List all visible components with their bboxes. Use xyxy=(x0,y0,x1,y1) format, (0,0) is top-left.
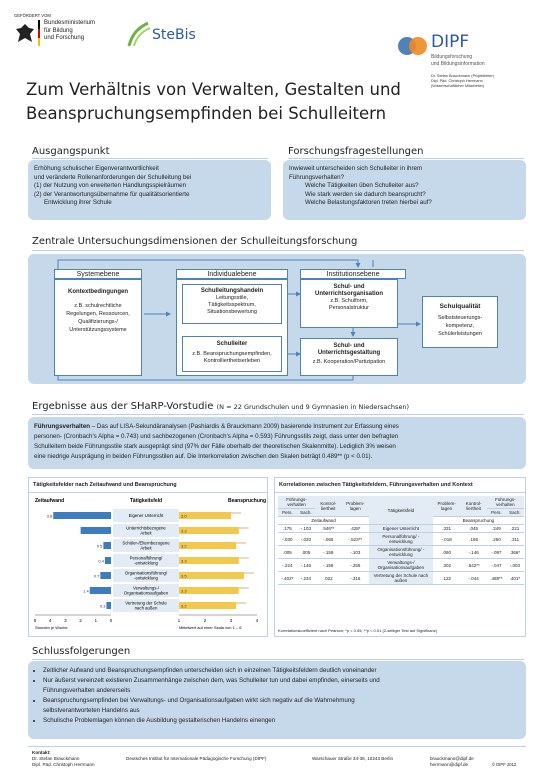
bar-beanspruchung xyxy=(179,572,244,579)
table-row-label: Verwaltungs-/ Organisationsaufgaben xyxy=(369,559,433,572)
dipf-logo-icon xyxy=(398,32,428,65)
table-title: Korrelationen zwischen Tätigkeitsfeldern, Führungsverhalten und Kontext xyxy=(279,482,473,488)
bar-beanspruchung xyxy=(179,587,239,594)
category-label: Unterrichtsbezogene xyxy=(126,525,166,531)
table-row-label: Eigener Unterricht xyxy=(369,525,433,533)
table-cell: -.044 xyxy=(460,572,487,585)
table-cell: .546** xyxy=(315,525,342,533)
category-label: -entwicklung xyxy=(134,575,158,581)
table-row xyxy=(278,525,524,533)
chart-title: Tätigkeitsfelder nach Zeitaufwand und Beanspruchung xyxy=(33,482,177,488)
chart-svg xyxy=(29,494,267,636)
schluss-box xyxy=(28,661,526,739)
table-cell: .331 xyxy=(433,525,460,533)
col-kontroll-left: Kontrol-liertheit xyxy=(315,496,342,517)
bar-zeitaufwand xyxy=(100,572,111,579)
category-label: Arbeit xyxy=(140,530,152,536)
col-sach-right: Sach. xyxy=(506,509,524,517)
left-tick-label: 5 xyxy=(33,618,37,623)
schulleiter-box: Schulleiter z.B. Beanspruchungsempfinden, Kontrolliertheitserleben xyxy=(182,336,282,372)
table-cell: -.159 xyxy=(315,559,342,572)
col-sach-left: Sach. xyxy=(297,509,315,517)
schluss-item-cont: selbstverantworteten Handelns aus xyxy=(43,707,140,714)
table-cell: -.146 xyxy=(460,546,487,559)
col-fuehrung-left: Führungs-verhalten xyxy=(278,496,315,509)
table-cell: -.159 xyxy=(315,546,342,559)
table-cell: .122 xyxy=(433,572,460,585)
bar-label-zeitaufwand: 3.8 xyxy=(46,513,53,519)
category-label: Vertretung der Schule xyxy=(125,600,167,606)
left-tick-label: 4 xyxy=(49,618,52,623)
col-pers-left: Pers. xyxy=(278,509,297,517)
ausgangspunkt-heading: Ausgangspunkt xyxy=(32,146,110,157)
bar-label-zeitaufwand: 1.4 xyxy=(83,588,89,594)
table-note: Korrelationskoeffizient nach Pearson; *p < 0.05; **p < 0.01 (2-seitiger Test auf Signifikanz) xyxy=(278,628,438,633)
table-row xyxy=(278,559,524,572)
schluss-item: • Beanspruchungsempfinden bei Verwaltungs- und Organisationsaufgaben wirkt sich negativ auf die Wahrnehmung xyxy=(43,696,520,706)
bar-beanspruchung xyxy=(179,512,231,519)
dipf-logo: DIPF xyxy=(431,32,470,52)
table-panel xyxy=(274,477,526,637)
schluss-heading: Schlussfolgerungen xyxy=(32,646,131,657)
forschungsfragen-box: Inwieweit unterscheiden sich Schulleiter in ihrem Führungsverhalten? Welche Tätigkeiten üben Schulleiter aus? Wie stark werden sie dadurch beansprucht? Welche Belastungsfaktoren treten hierbei auf? xyxy=(283,160,526,220)
table-cell: -.234 xyxy=(297,572,315,585)
footer-address: Warschauer Straße 34-38, 10243 Berlin xyxy=(312,756,394,761)
zeitaufwand-header: Zeitaufwand xyxy=(278,517,369,525)
table-cell: .366* xyxy=(506,546,524,559)
table-row xyxy=(278,546,524,559)
chart-panel xyxy=(28,477,268,637)
table-cell: -.255 xyxy=(342,559,369,572)
schluss-item: • Nur äußerst vereinzelt existieren Zusammenhänge zwischen dem, was Schulleiter tun und dabei empfinden, einerseits und xyxy=(43,676,520,686)
authors: Dr. Stefan Brauckmann (Projektleiter) Dipl. Päd. Christoph Herrmann (Wissenschaftlicher Mitarbeiter) xyxy=(431,74,494,89)
schluss-item-cont: Führungsverhalten andererseits xyxy=(43,687,131,694)
col-pers-right: Pers. xyxy=(487,509,506,517)
col-problem-right: Problem-lagen xyxy=(433,496,460,517)
table-cell: .005 xyxy=(278,546,297,559)
table-cell: .428* xyxy=(342,525,369,533)
left-axis-title: Zeitaufwand xyxy=(35,498,65,504)
bar-zeitaufwand xyxy=(106,602,111,609)
table-cell: .175 xyxy=(278,525,297,533)
bar-beanspruchung xyxy=(179,527,239,534)
table-cell: .488** xyxy=(487,572,506,585)
dimensionen-diagram xyxy=(28,254,526,384)
table-row-label: Personalführung/ -entwicklung xyxy=(369,533,433,546)
bar-zeitaufwand xyxy=(103,542,111,549)
table-row xyxy=(278,533,524,546)
table-cell: .005 xyxy=(297,546,315,559)
table-cell: -.224 xyxy=(278,559,297,572)
schulqualitaet-box: Schulqualität Selbststeuerungs- kompetenz, Schülerleistungen xyxy=(422,296,498,348)
institutionsebene-label: Institutionsebene xyxy=(300,269,406,279)
footer-copyright: © DIPF 2012 xyxy=(492,762,517,767)
bar-label-beanspruchung: 3.5 xyxy=(181,573,187,579)
bar-label-zeitaufwand: 0.4 xyxy=(98,558,104,564)
correlation-table xyxy=(278,496,524,585)
bar-beanspruchung xyxy=(179,557,239,564)
bar-label-beanspruchung: 3.2 xyxy=(181,543,187,549)
category-label: nach außen xyxy=(134,605,158,611)
table-cell: .045 xyxy=(460,525,487,533)
table-cell: .165 xyxy=(460,533,487,546)
organisation-box: Schul- und Unterrichtsorganisation z.B. Schulform, Personalstruktur xyxy=(300,279,398,328)
col-problem-left: Problem-lagen xyxy=(342,496,369,517)
table-cell: .542** xyxy=(460,559,487,572)
bar-label-zeitaufwand: 0.3 xyxy=(99,603,106,609)
table-cell: -.003 xyxy=(506,559,524,572)
dipf-subtitle: Bildungsforschung und Bildungsinformation xyxy=(431,54,485,67)
page-title: Zum Verhältnis von Verwalten, Gestalten und Beanspruchungsempfinden bei Schulleitern xyxy=(26,80,401,123)
left-tick-label: 2 xyxy=(79,618,82,623)
bar-zeitaufwand xyxy=(81,527,111,534)
left-x-label: Stunden je Woche xyxy=(35,625,68,630)
table-row-label: Vertretung der Schule nach außen xyxy=(369,572,433,585)
schulleitungshandeln-box: Schulleitungshandeln Leitungsstile, Tätigkeitsspektrum, Situationsbewertung xyxy=(182,284,282,324)
right-tick-label: 3 xyxy=(229,618,233,623)
bar-label-beanspruchung: 3.3 xyxy=(181,588,187,594)
table-cell: -.047 xyxy=(487,559,506,572)
schluss-item: • Zeitlicher Aufwand und Beanspruchungsempfinden unterscheiden sich in einzelnen Tätigkeitsfeldern deutlich voneinander xyxy=(43,666,520,676)
table-cell: -.402* xyxy=(278,572,297,585)
category-label: Schüler-/Elternbezogene xyxy=(122,540,170,546)
left-tick-label: 0 xyxy=(109,618,113,623)
sponsor-note: GEFÖRDERT VOM xyxy=(14,13,51,18)
table-cell: -.523** xyxy=(342,533,369,546)
right-axis-title: Beanspruchung xyxy=(227,498,267,504)
category-label: Organisationsaufgaben xyxy=(123,590,169,596)
ergebnisse-heading: Ergebnisse aus der SHaRP-Vorstudie (N = 22 Grundschulen und 9 Gymnasien in Niedersachsen) xyxy=(32,401,410,412)
right-tick-label: 2 xyxy=(203,618,207,623)
left-tick-label: 3 xyxy=(64,618,67,623)
category-label: Personalführung/ xyxy=(129,555,163,561)
middle-axis-title: Tätigkeitsfeld xyxy=(129,498,163,504)
eagle-icon xyxy=(14,22,38,48)
schluss-item: • Schulische Problemlagen können die Ausbildung gestalterischen Handelns einengen xyxy=(43,716,520,726)
table-cell: -.146 xyxy=(297,559,315,572)
table-cell: -.097 xyxy=(487,546,506,559)
col-fuehrung-right: Führungs-verhalten xyxy=(487,496,524,509)
ergebnisse-box: Führungsverhalten – Das auf LISA-Sekundäranalysen (Pashiardis & Brauckmann 2009) basierende Instrument zur Erfassung eines personen- (Cronbach's Alpha = 0.743) und sachbezogenen (Cronbach's Alpha = 0.593) Führungsstils zeigt, dass unter den befragten Schulleitern beide Führungsstile stark ausgeprägt sind (97% der Fälle oberhalb der theoretischen Skalenmitte). Lediglich 3% weisen eine niedrige Ausprägung in beiden Führungsstilen auf. Die Interkorrelation zwischen den Skalen beträgt 0.489** (p < 0.01). xyxy=(28,417,526,469)
bar-label-beanspruchung: 3.3 xyxy=(181,528,187,534)
right-x-label: Mittelwert auf einer Skala von 1 – 6 xyxy=(179,625,242,630)
table-cell: -.030 xyxy=(278,533,297,546)
gestaltung-box: Schul- und Unterrichtsgestaltung z.B. Kooperation/Partizipation xyxy=(300,338,398,376)
table-cell: .401* xyxy=(506,572,524,585)
table-cell: -.316 xyxy=(342,572,369,585)
bar-beanspruchung xyxy=(179,542,236,549)
left-tick-label: 1 xyxy=(94,618,97,623)
bar-zeitaufwand xyxy=(53,512,111,519)
bar-label-beanspruchung: 3.2 xyxy=(181,603,187,609)
category-label: -entwicklung xyxy=(134,560,158,566)
category-label: Verwaltungs-/ xyxy=(132,585,160,591)
table-row-label: Organisationsführung/ -entwicklung xyxy=(369,546,433,559)
table-cell: .250 xyxy=(487,533,506,546)
bar-label-beanspruchung: 3.3 xyxy=(181,558,187,564)
table-row xyxy=(278,572,524,585)
kontext-box: Kontextbedingungen z.B. schulrechtliche Regelungen, Ressourcen, Qualifizierungs-/ Unterstützungssysteme xyxy=(54,279,142,376)
category-label: Organisationsführung/ xyxy=(124,570,168,576)
table-cell: .249 xyxy=(487,525,506,533)
bar-zeitaufwand xyxy=(90,587,111,594)
table-cell: -.066 xyxy=(315,533,342,546)
right-tick-label: 1 xyxy=(177,618,181,623)
bar-zeitaufwand xyxy=(105,557,111,564)
table-cell: -.103 xyxy=(342,546,369,559)
ministry-name: Bundesministerium für Bildung und Forschung xyxy=(44,20,96,41)
bar-label-zeitaufwand: 0.7 xyxy=(93,573,100,579)
bar-label-beanspruchung: 3.0 xyxy=(181,513,187,519)
individualebene-label: Individualebene xyxy=(176,269,288,279)
table-cell: .060 xyxy=(433,546,460,559)
bar-beanspruchung xyxy=(179,602,236,609)
table-cell: -.018 xyxy=(433,533,460,546)
footer-institute: Deutsches Institut für Internationale Pädagogische Forschung (DIPF) xyxy=(126,756,267,761)
stebis-logo-icon xyxy=(126,20,152,48)
table-cell: .022 xyxy=(315,572,342,585)
table-cell: .311 xyxy=(506,533,524,546)
beanspruchung-header: Beanspruchung xyxy=(433,517,524,525)
table-cell: -.103 xyxy=(297,525,315,533)
col-kontroll-right: Kontrol-liertheit xyxy=(460,496,487,517)
forschungsfragen-heading: Forschungsfragestellungen xyxy=(288,146,424,157)
dimensionen-heading: Zentrale Untersuchungsdimensionen der Schulleitungsforschung xyxy=(32,236,358,247)
stebis-logo: SteBis xyxy=(152,27,196,43)
table-cell: .302 xyxy=(433,559,460,572)
bar-label-zeitaufwand: 0.5 xyxy=(96,543,103,549)
footer-contact: Kontakt: Dr. Stefan Brauckmann Dipl. Päd. Christoph Herrmann xyxy=(32,750,95,767)
table-cell: .221 xyxy=(506,525,524,533)
category-label: Arbeit xyxy=(140,545,152,551)
right-tick-label: 4 xyxy=(255,618,259,623)
col-taetigkeitsfeld: Tätigkeitsfeld xyxy=(369,496,433,525)
systemebene-label: Systemebene xyxy=(54,269,142,279)
footer-emails: brauckmann@dipf.de herrmann@dipf.de xyxy=(430,756,474,767)
table-cell: -.020 xyxy=(297,533,315,546)
category-label: Eigener Unterricht xyxy=(128,513,164,518)
ausgangspunkt-box: Erhöhung schulischer Eigenverantwortlichkeit und veränderte Rollenanforderungen der Schulleitung bei (1) der Nutzung von erweiterten Handlungsspielräumen (2) der Verantwortungsübernahme für qualitätsorientierte Entwicklung ihrer Schule xyxy=(28,160,271,220)
